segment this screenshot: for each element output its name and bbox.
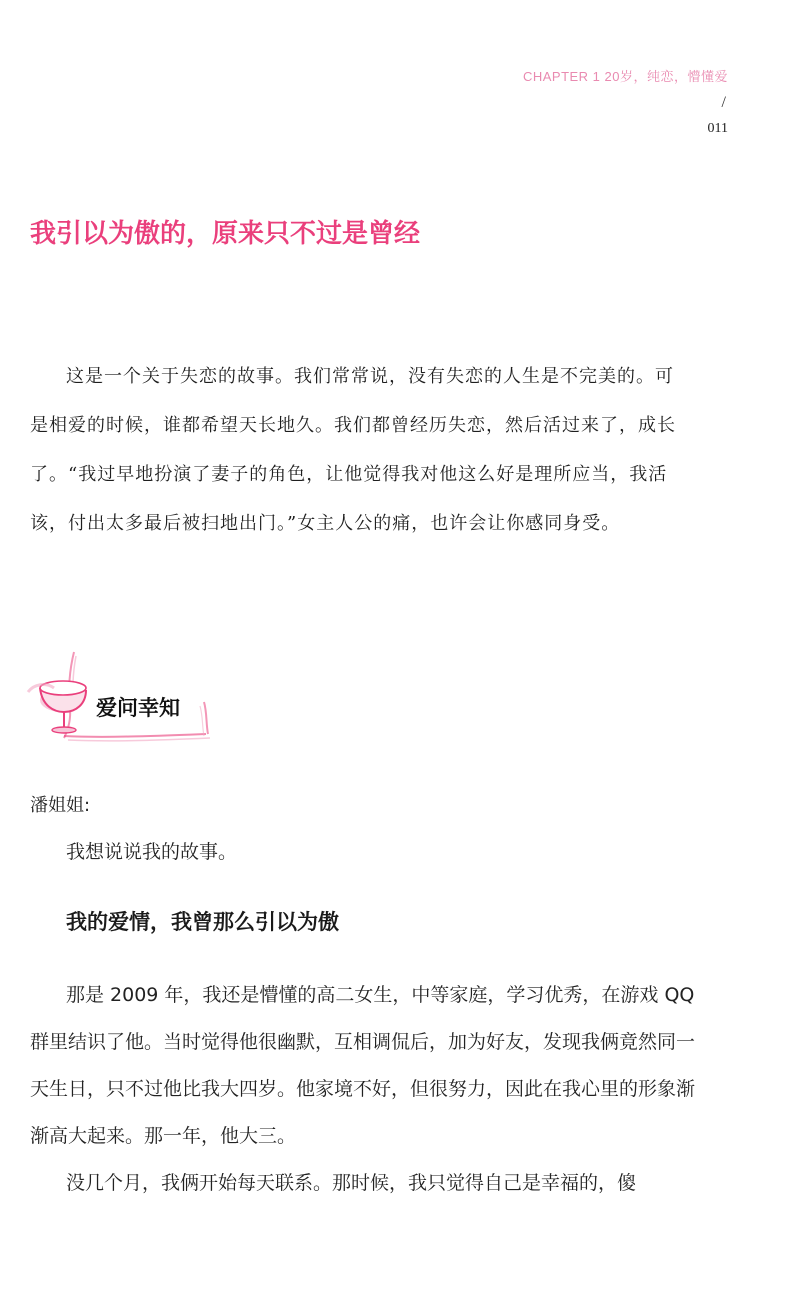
section-label: 爱问幸知 [96,695,180,720]
letter-opening: 我想说说我的故事。 [66,841,238,863]
letter-paragraph-2: 没几个月，我俩开始每天联系。那时候，我只觉得自己是幸福的，傻 [66,1172,637,1194]
letter-paragraph-1: 那是 2009 年，我还是懵懂的高二女生，中等家庭，学习优秀，在游戏 QQ 群里结识了他。当时觉得他很幽默，互相调侃后，加为好友，发现我俩竟然同一天生日，只不过他比我大四岁。他家境不好，但很努力，因此在我心里的形象渐渐高大起来。那一年，他大三。 [30,984,696,1147]
running-header [523,66,728,85]
chapter-label: CHAPTER 1 20岁，纯恋，懵懂爱 [522,69,728,84]
letter-salutation: 潘姐姐: [30,795,91,816]
page-number: 011 [707,121,728,136]
intro-paragraph: 这是一个关于失恋的故事。我们常常说，没有失恋的人生是不完美的。可是相爱的时候，谁都希望天长地久。我们都曾经历失恋，然后活过来了，成长了。“我过早地扮演了妻子的角色，让他觉得我对他这么好是理所应当，我活该，付出太多最后被扫地出门。”女主人公的痛，也许会让你感同身受。 [30,366,676,534]
header-slash: / [721,94,726,111]
letter-subheading: 我的爱情，我曾那么引以为傲 [66,910,339,934]
article-title: 我引以为傲的，原来只不过是曾经 [30,219,421,249]
section-badge [24,648,224,744]
